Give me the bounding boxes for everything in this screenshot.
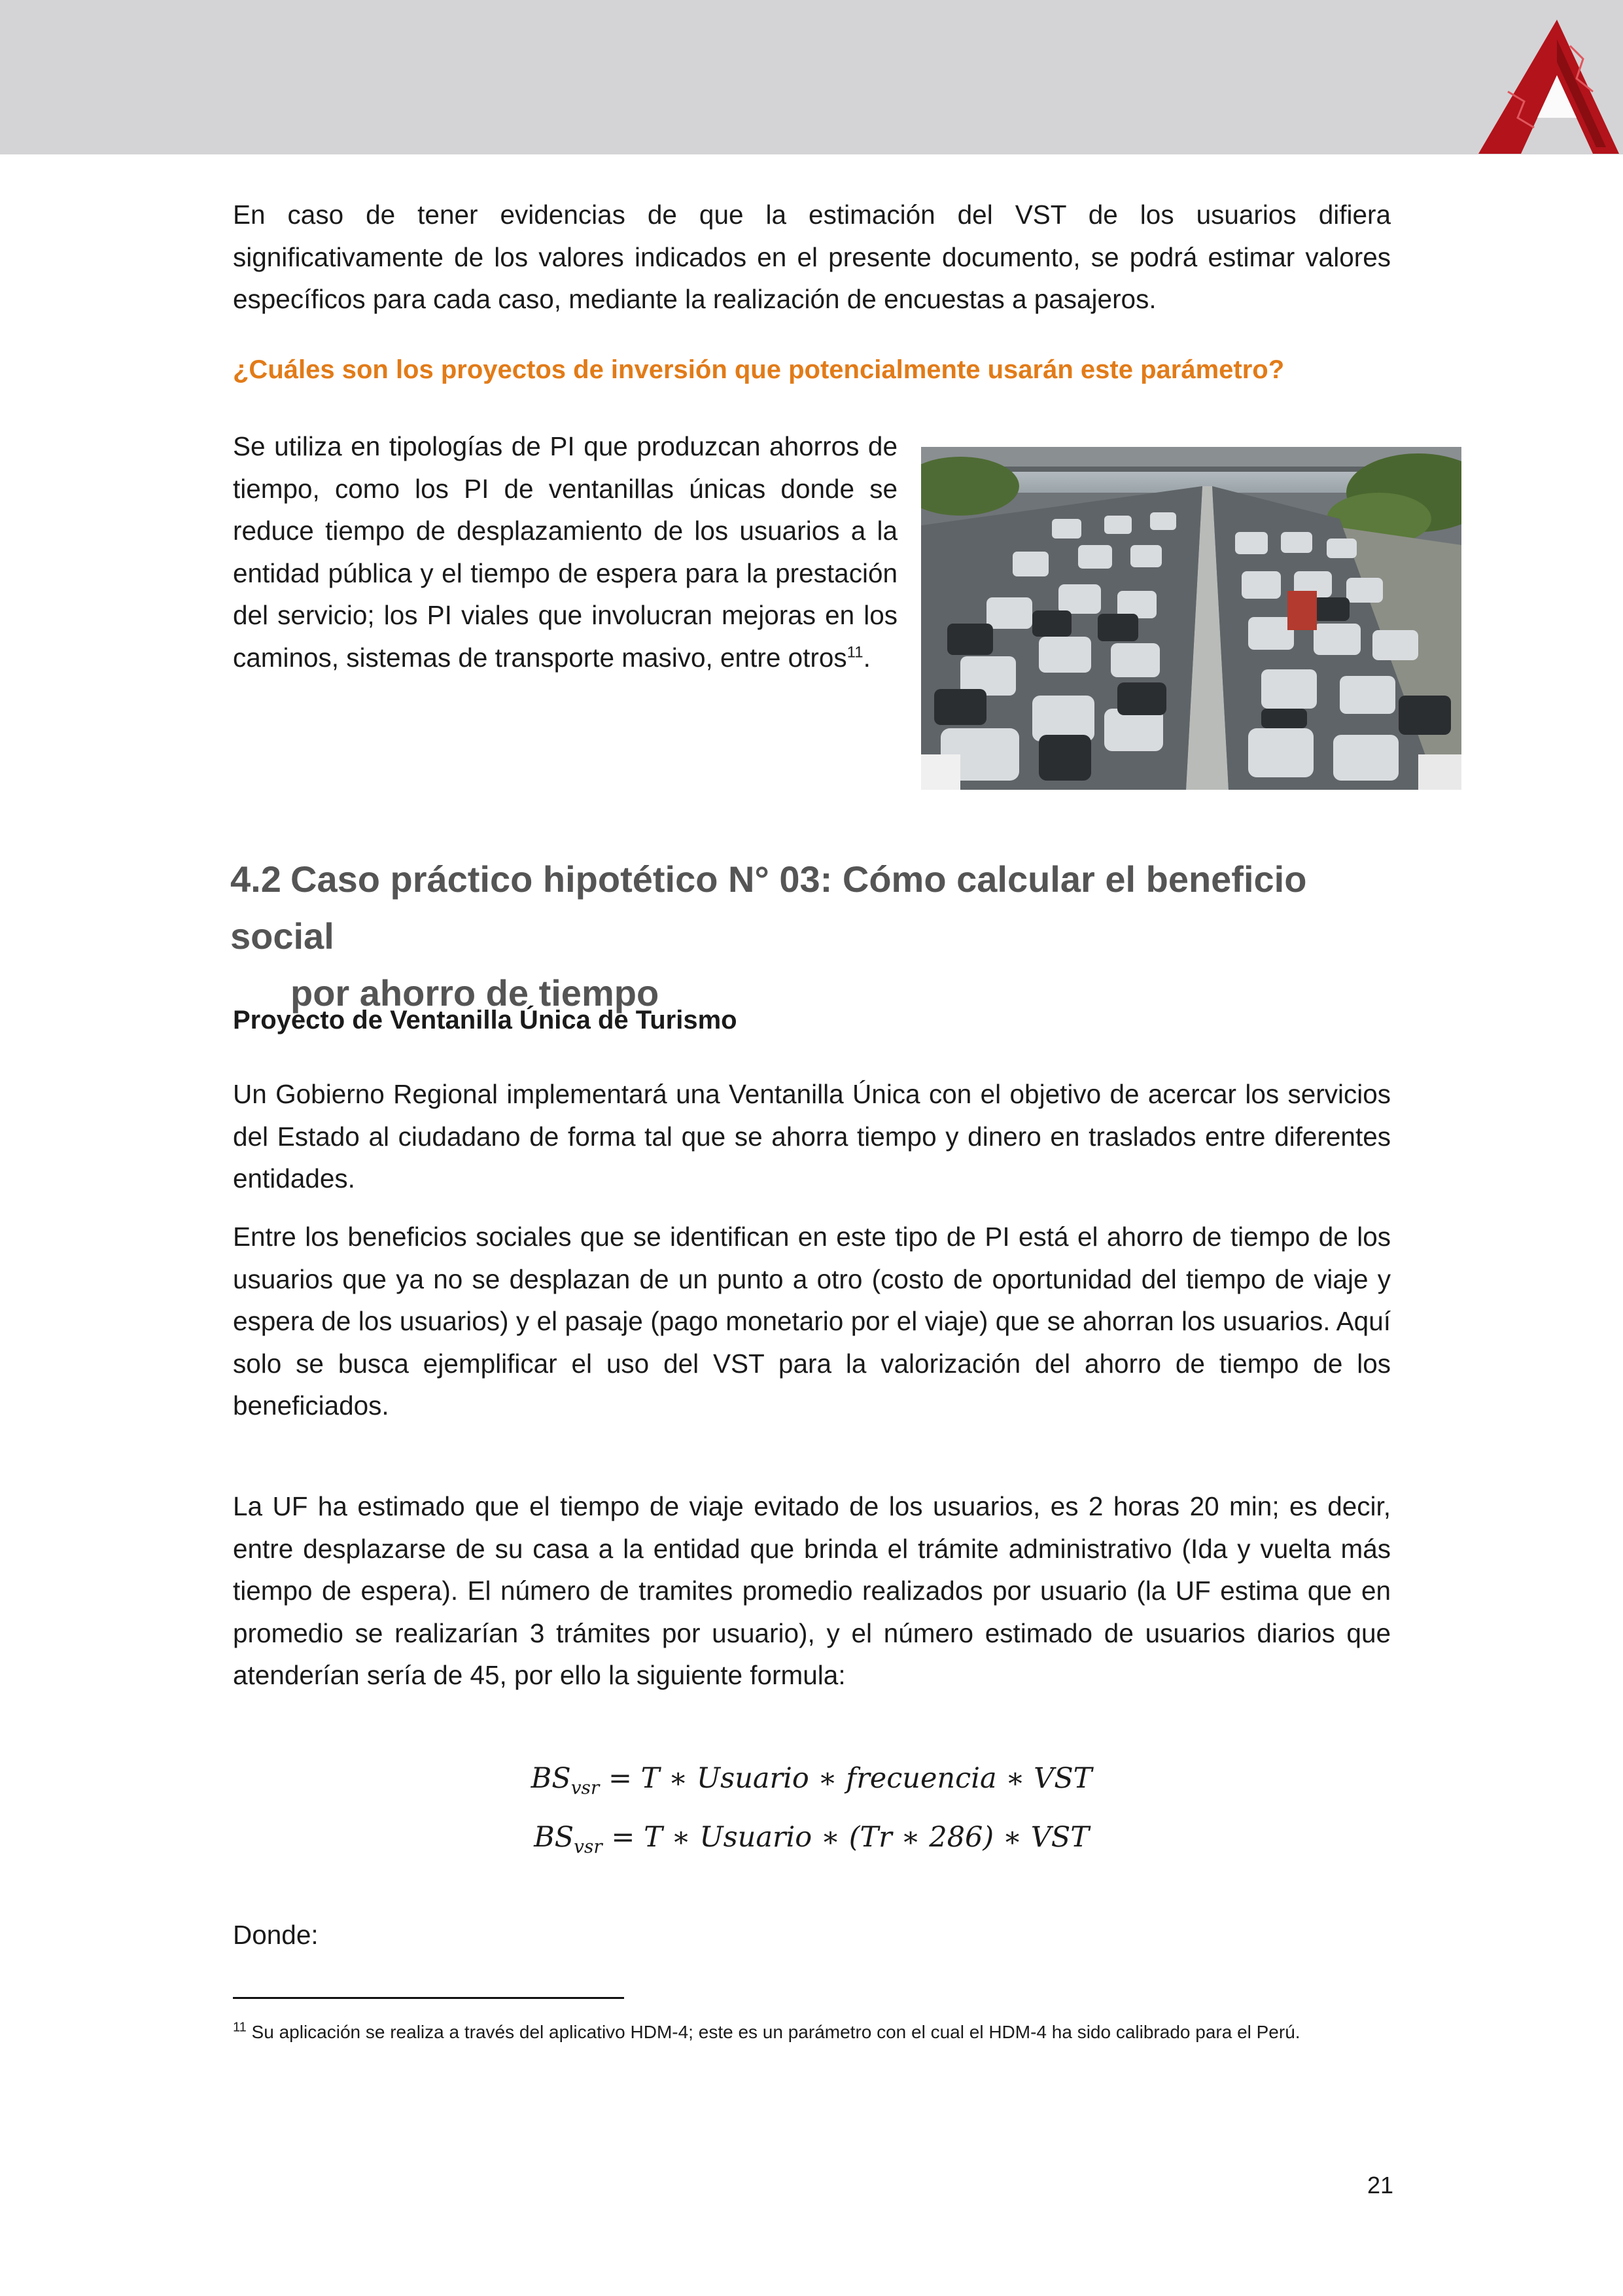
question-heading: ¿Cuáles son los proyectos de inversión que potencialmente usarán este parámetro? xyxy=(233,355,1285,384)
donde-block xyxy=(233,1914,1391,1956)
usage-paragraph xyxy=(233,425,898,679)
benefits-paragraph: Entre los beneficios sociales que se identifican en este tipo de PI está el ahorro de tiempo de los usuarios que ya no se desplazan de un punto a otro (costo de oportunidad del tiempo de viaje y espera de los usuarios) y el pasaje (pago monetario por el viaje) que se ahorran los usuarios. Aquí solo se busca ejemplificar el uso del VST para la valorización del ahorro de tiempo de los beneficiados. xyxy=(233,1222,1391,1421)
footnote-divider xyxy=(233,1997,624,1999)
estimate-paragraph-block xyxy=(233,1485,1391,1697)
project-paragraph-block xyxy=(233,1073,1391,1200)
section-title-line1: Caso práctico hipotético N° 03: Cómo calcular el beneficio social xyxy=(230,858,1307,957)
project-subtitle: Proyecto de Ventanilla Única de Turismo xyxy=(233,1006,737,1034)
formula-2-rest: = T ∗ Usuario ∗ (Tr ∗ 286) ∗ VST xyxy=(602,1821,1089,1854)
footnote-mark: 11 xyxy=(233,2020,247,2035)
section-heading xyxy=(230,851,1408,1021)
section-heading-line1 xyxy=(230,851,1408,964)
project-paragraph: Un Gobierno Regional implementará una Ventanilla Única con el objetivo de acercar los servicios del Estado al ciudadano de forma tal que se ahorra tiempo y dinero en traslados entre diferentes entidades. xyxy=(233,1079,1391,1193)
formula-1-base: BS xyxy=(531,1762,571,1795)
formula-2 xyxy=(0,1816,1623,1868)
formula-2-base: BS xyxy=(534,1821,574,1854)
section-heading-line2: por ahorro de tiempo xyxy=(290,972,659,1014)
formula-2-sub: vsr xyxy=(574,1835,602,1858)
footnote-text: Su aplicación se realiza a través del aplicativo HDM-4; este es un parámetro con el cual el HDM-4 ha sido calibrado para el Perú. xyxy=(246,2022,1300,2042)
formula-1-sub: vsr xyxy=(570,1776,600,1799)
footnote xyxy=(233,2018,1476,2047)
section-number: 4.2 xyxy=(230,858,281,900)
estimate-paragraph: La UF ha estimado que el tiempo de viaje evitado de los usuarios, es 2 horas 20 min; es decir, entre desplazarse de su casa a la entidad que brinda el trámite administrativo (Ida y vuelta más tiempo de espera). El número de tramites promedio realizados por usuario (la UF estima que en promedio se realizarían 3 trámites por usuario), y el número estimado de usuarios diarios que atenderían sería de 45, por ello la siguiente formula: xyxy=(233,1491,1391,1690)
usage-paragraph-block xyxy=(233,425,898,679)
intro-paragraph: En caso de tener evidencias de que la estimación del VST de los usuarios difiera significativamente de los valores indicados en el presente documento, se podrá estimar valores específicos para cada caso, mediante la realización de encuestas a pasajeros. xyxy=(233,200,1391,314)
footnote-ref[interactable]: 11 xyxy=(846,643,864,661)
usage-text-end: . xyxy=(863,642,871,673)
benefits-paragraph-block xyxy=(233,1216,1391,1427)
header-band xyxy=(0,0,1623,154)
page-number: 21 xyxy=(1367,2172,1393,2199)
traffic-jam-photo xyxy=(921,447,1461,790)
formula-1 xyxy=(0,1757,1623,1809)
donde-label: Donde: xyxy=(233,1920,319,1950)
logo-icon xyxy=(1472,13,1623,157)
intro-paragraph-block xyxy=(233,194,1391,321)
formula-1-rest: = T ∗ Usuario ∗ frecuencia ∗ VST xyxy=(599,1762,1092,1795)
usage-text: Se utiliza en tipologías de PI que produzcan ahorros de tiempo, como los PI de ventanillas únicas donde se reduce tiempo de desplazamiento de los usuarios a la entidad pública y el tiempo de espera para la prestación del servicio; los PI viales que involucran mejoras en los caminos, sistemas de transporte masivo, entre otros xyxy=(233,431,898,673)
